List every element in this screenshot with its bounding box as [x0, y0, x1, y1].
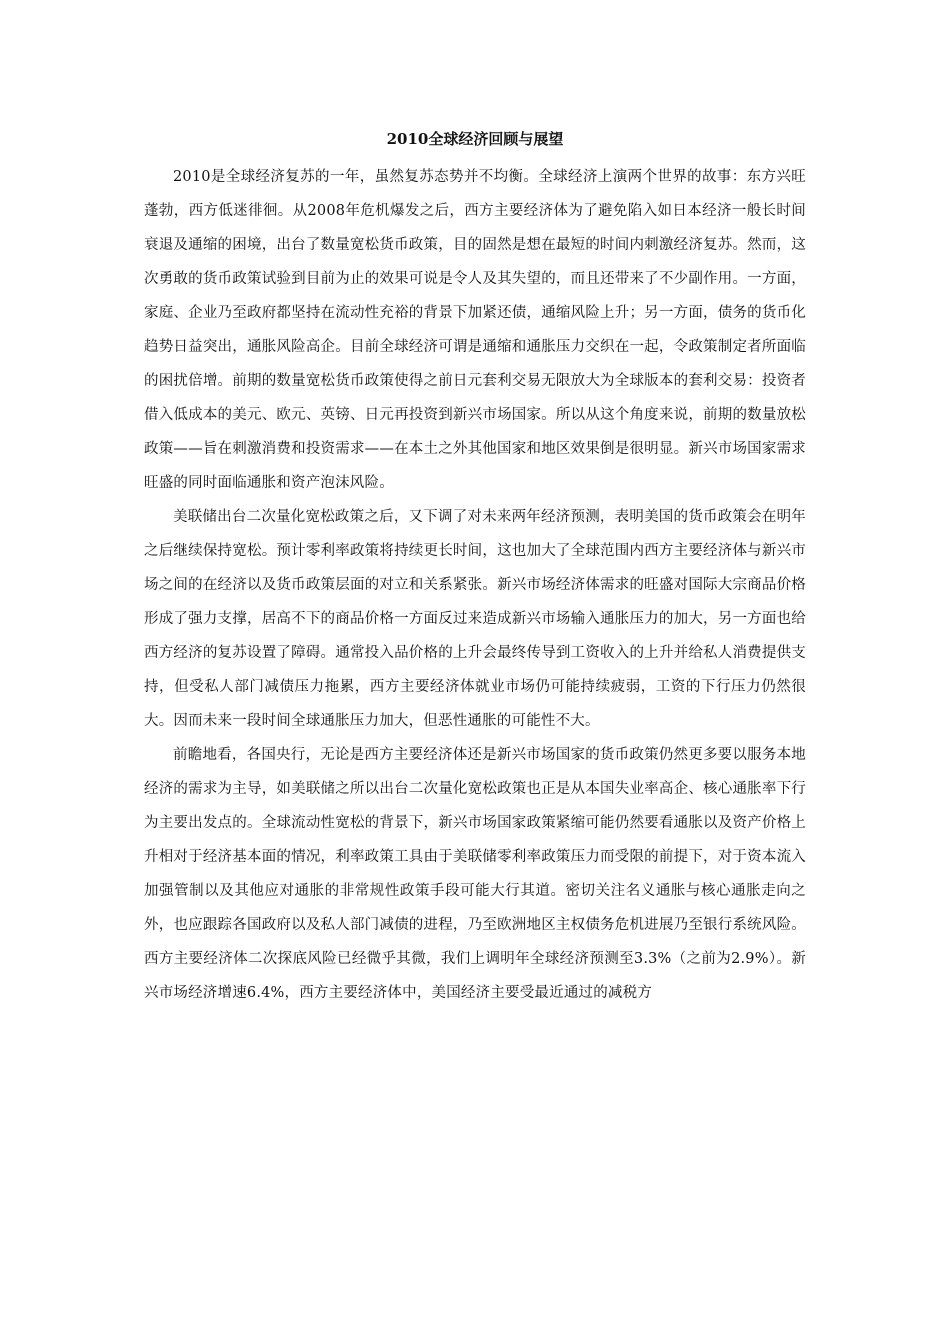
paragraph-1: 2010是全球经济复苏的一年，虽然复苏态势并不均衡。全球经济上演两个世界的故事：东方兴旺蓬勃，西方低迷徘徊。从2008年危机爆发之后，西方主要经济体为了避免陷入如日本经济一般长时间衰退及通缩的困境，出台了数量宽松货币政策，目的固然是想在最短的时间内刺激经济复苏。然而，这次勇敢的货币政策试验到目前为止的效果可说是令人及其失望的，而且还带来了不少副作用。一方面，家庭、企业乃至政府都坚持在流动性充裕的背景下加紧还债，通缩风险上升；另一方面，债务的货币化趋势日益突出，通胀风险高企。目前全球经济可谓是通缩和通胀压力交织在一起，令政策制定者所面临的困扰倍增。前期的数量宽松货币政策使得之前日元套利交易无限放大为全球版本的套利交易：投资者借入低成本的美元、欧元、英镑、日元再投资到新兴市场国家。所以从这个角度来说，前期的数量放松政策——旨在刺激消费和投资需求——在本土之外其他国家和地区效果倒是很明显。新兴市场国家需求旺盛的同时面临通胀和资产泡沫风险。 [144, 169, 806, 491]
document-title: 2010全球经济回顾与展望 [386, 130, 564, 148]
document-body [144, 122, 806, 1010]
paragraph-3: 前瞻地看，各国央行，无论是西方主要经济体还是新兴市场国家的货币政策仍然更多要以服务本地经济的需求为主导，如美联储之所以出台二次量化宽松政策也正是从本国失业率高企、核心通胀率下行为主要出发点的。全球流动性宽松的背景下，新兴市场国家政策紧缩可能仍然要看通胀以及资产价格上升相对于经济基本面的情况，利率政策工具由于美联储零利率政策压力而受限的前提下，对于资本流入加强管制以及其他应对通胀的非常规性政策手段可能大行其道。密切关注名义通胀与核心通胀走向之外，也应跟踪各国政府以及私人部门减债的进程，乃至欧洲地区主权债务危机进展乃至银行系统风险。 西方主要经济体二次探底风险已经微乎其微，我们上调明年全球经济预测至3.3%（之前为2.9%）。新兴市场经济增速6.4%，西方主要经济体中，美国经济主要受最近通过的减税方 [144, 747, 806, 1001]
paragraph-2: 美联储出台二次量化宽松政策之后，又下调了对未来两年经济预测，表明美国的货币政策会在明年之后继续保持宽松。预计零利率政策将持续更长时间，这也加大了全球范围内西方主要经济体与新兴市场之间的在经济以及货币政策层面的对立和关系紧张。新兴市场经济体需求的旺盛对国际大宗商品价格形成了强力支撑，居高不下的商品价格一方面反过来造成新兴市场输入通胀压力的加大，另一方面也给西方经济的复苏设置了障碍。通常投入品价格的上升会最终传导到工资收入的上升并给私人消费提供支持，但受私人部门减债压力拖累，西方主要经济体就业市场仍可能持续疲弱，工资的下行压力仍然很大。因而未来一段时间全球通胀压力加大，但恶性通胀的可能性不大。 [144, 509, 806, 729]
